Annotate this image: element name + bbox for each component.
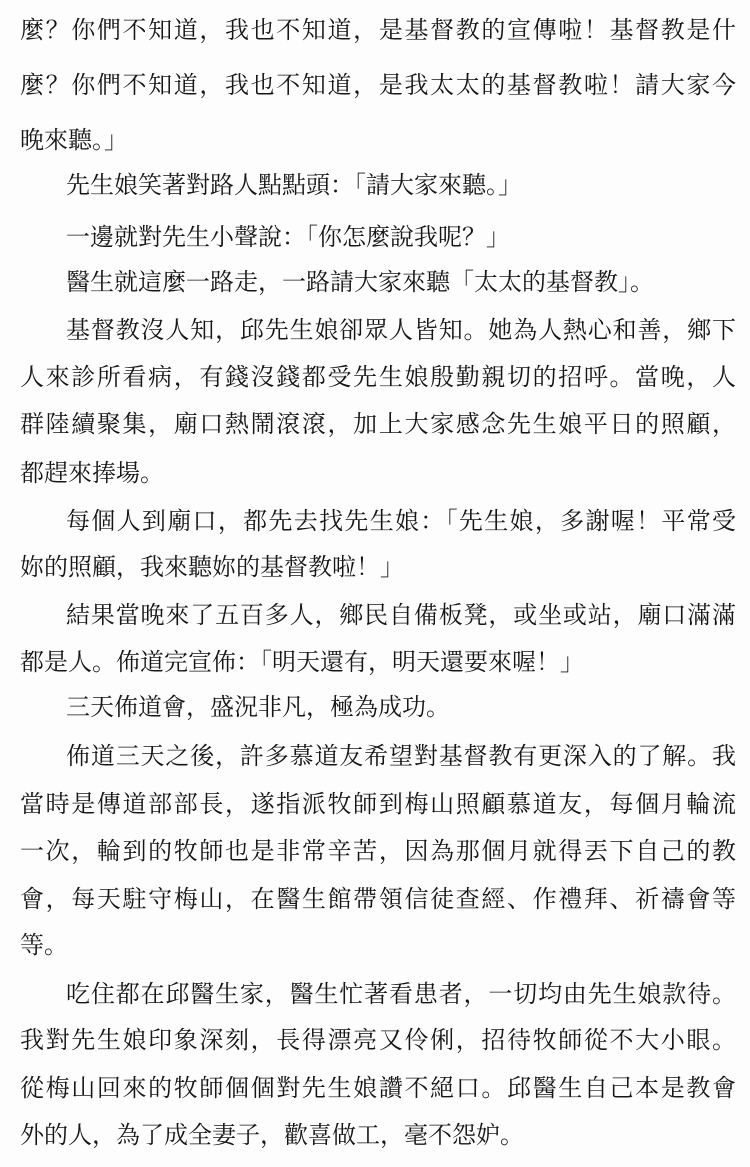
text-line-21: 吃住都在邱醫生家，醫生忙著看患者，一切均由先生娘款待。 [66,980,736,1008]
text-line-6: 醫生就這麼一路走，一路請大家來聽「太太的基督教」。 [66,268,654,296]
text-line-7: 基督教沒人知，邱先生娘卻眾人皆知。她為人熱心和善，鄉下 [66,316,736,344]
text-line-18: 一次，輪到的牧師也是非常辛苦，因為那個月就得丟下自己的教 [20,837,736,865]
text-line-17: 當時是傳道部部長，遂指派牧師到梅山照顧慕道友，每個月輪流 [20,790,736,818]
text-line-12: 妳的照顧，我來聽妳的基督教啦！」 [20,553,404,581]
text-line-5: 一邊就對先生小聲說：「你怎麼說我呢？」 [66,223,510,251]
text-line-9: 群陸續聚集，廟口熱鬧滾滾，加上大家感念先生娘平日的照顧， [20,410,736,438]
text-line-10: 都趕來捧場。 [20,459,164,487]
text-line-13: 結果當晚來了五百多人，鄉民自備板凳，或坐或站，廟口滿滿 [66,601,736,629]
text-line-2: 麼？你們不知道，我也不知道，是我太太的基督教啦！請大家今 [20,71,736,99]
text-line-16: 佈道三天之後，許多慕道友希望對基督教有更深入的了解。我 [66,742,736,770]
text-line-14: 都是人。佈道完宣佈：「明天還有，明天還要來喔！」 [20,648,584,676]
text-line-1: 麼？你們不知道，我也不知道，是基督教的宣傳啦！基督教是什 [20,16,736,44]
text-line-22: 我對先生娘印象深刻，長得漂亮又伶俐，招待牧師從不大小眼。 [20,1026,736,1054]
text-line-4: 先生娘笑著對路人點點頭：「請大家來聽。」 [66,171,522,199]
text-line-24: 外的人，為了成全妻子，歡喜做工，毫不怨妒。 [20,1121,524,1149]
text-line-23: 從梅山回來的牧師個個對先生娘讚不絕口。邱醫生自己本是教會 [20,1074,736,1102]
text-line-3: 晚來聽。」 [20,126,128,154]
text-line-19: 會，每天駐守梅山，在醫生館帶領信徒查經、作禮拜、祈禱會等 [20,885,736,913]
text-line-8: 人來診所看病，有錢沒錢都受先生娘殷勤親切的招呼。當晚，人 [20,363,736,391]
text-line-15: 三天佈道會，盛況非凡，極為成功。 [66,693,450,721]
text-line-11: 每個人到廟口，都先去找先生娘：「先生娘，多謝喔！平常受 [66,507,736,535]
text-line-20: 等。 [20,931,68,959]
